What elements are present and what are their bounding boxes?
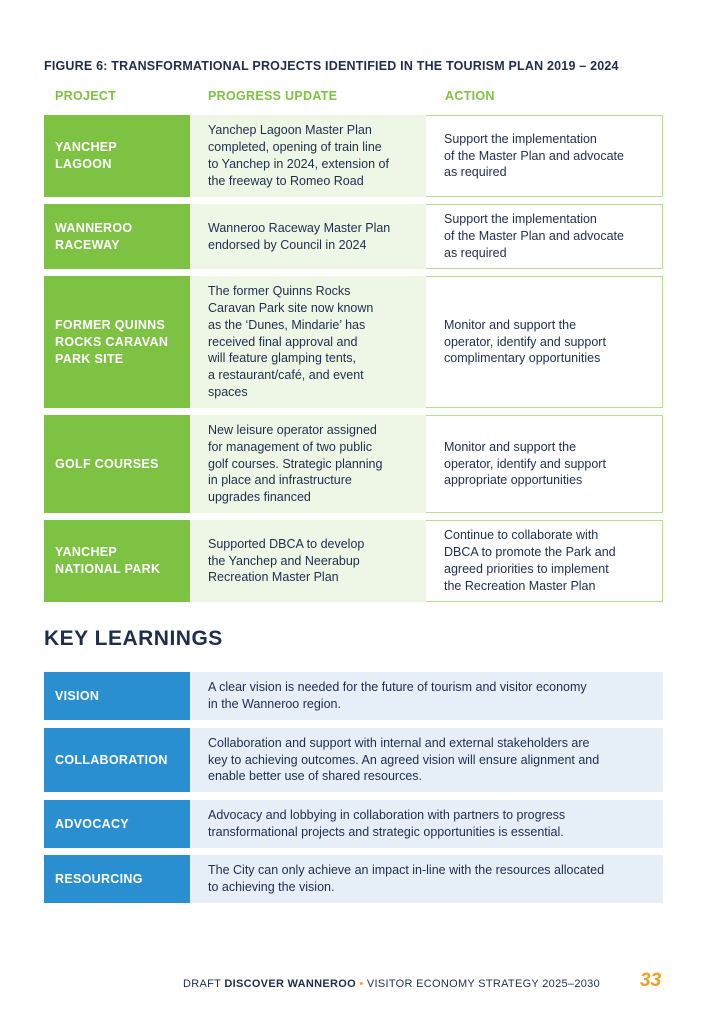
footer-draft: DRAFT [183, 978, 221, 990]
action-cell [426, 276, 663, 408]
key-learning-text: A clear vision is needed for the future of tourism and visitor economy in the Wanneroo region. [208, 680, 587, 711]
key-learning-label: COLLABORATION [44, 728, 190, 792]
key-learning-row [44, 855, 663, 903]
progress-text: The former Quinns Rocks Caravan Park site now known as the ‘Dunes, Mindarie’ has received final approval and will feature glamping tents, a restaurant/café, and event spaces [208, 284, 374, 399]
key-learning-text: Collaboration and support with internal and external stakeholders are key to achieving outcomes. An agreed vision will ensure alignment and enable better use of shared resources. [208, 735, 600, 784]
progress-text: Wanneroo Raceway Master Plan endorsed by Council in 2024 [208, 220, 391, 252]
project-name: YANCHEP LAGOON [55, 140, 118, 171]
action-cell [426, 204, 663, 269]
key-learning-label: ADVOCACY [44, 800, 190, 848]
progress-cell [190, 276, 426, 408]
page-footer [183, 978, 600, 990]
key-learning-text-cell [190, 672, 663, 720]
action-text: Monitor and support the operator, identify and support appropriate opportunities [444, 439, 606, 488]
key-learning-text: The City can only achieve an impact in-line with the resources allocated to achieving the vision. [208, 863, 605, 894]
key-learning-text: Advocacy and lobbying in collaboration with partners to progress transformational projects and strategic opportunities is essential. [208, 808, 566, 839]
progress-cell [190, 204, 426, 269]
key-learning-label: VISION [44, 672, 190, 720]
project-row [44, 204, 663, 269]
project-name-cell [44, 415, 190, 513]
key-learning-text-cell [190, 728, 663, 792]
footer-separator: • [359, 978, 364, 990]
action-text: Support the implementation of the Master Plan and advocate as required [444, 212, 624, 260]
project-row [44, 276, 663, 408]
footer-brand: DISCOVER WANNEROO [224, 978, 356, 990]
progress-cell [190, 520, 426, 602]
key-learning-text-cell [190, 800, 663, 848]
project-name-cell [44, 204, 190, 269]
project-name-cell [44, 276, 190, 408]
key-learning-label: RESOURCING [44, 855, 190, 903]
progress-text: Yanchep Lagoon Master Plan completed, opening of train line to Yanchep in 2024, extension of the freeway to Romeo Road [208, 123, 389, 188]
key-learning-row [44, 672, 663, 720]
action-text: Monitor and support the operator, identify and support complimentary opportunities [444, 317, 606, 366]
action-text: Continue to collaborate with DBCA to promote the Park and agreed priorities to implement the Recreation Master Plan [444, 528, 616, 593]
project-name-cell [44, 115, 190, 197]
key-learning-row [44, 728, 663, 792]
column-header-action: ACTION [445, 89, 495, 103]
project-name: YANCHEP NATIONAL PARK [55, 545, 161, 576]
figure-title: FIGURE 6: TRANSFORMATIONAL PROJECTS IDENTIFIED IN THE TOURISM PLAN 2019 – 2024 [44, 59, 619, 73]
project-name: GOLF COURSES [55, 456, 159, 471]
project-name: WANNEROO RACEWAY [55, 220, 133, 252]
action-cell [426, 520, 663, 602]
column-header-progress: PROGRESS UPDATE [208, 89, 338, 103]
progress-cell [190, 415, 426, 513]
action-cell [426, 415, 663, 513]
column-header-project: PROJECT [55, 89, 117, 103]
key-learning-row [44, 800, 663, 848]
project-row [44, 415, 663, 513]
action-text: Support the implementation of the Master Plan and advocate as required [444, 131, 624, 180]
footer-doc-title: VISITOR ECONOMY STRATEGY 2025–2030 [366, 978, 600, 990]
progress-text: New leisure operator assigned for management of two public golf courses. Strategic planning in place and infrastructure upgrades financed [208, 423, 383, 505]
page-number: 33 [640, 970, 662, 991]
progress-cell [190, 115, 426, 197]
project-row [44, 115, 663, 197]
action-cell [426, 115, 663, 197]
progress-text: Supported DBCA to develop the Yanchep and Neerabup Recreation Master Plan [208, 536, 365, 585]
key-learning-text-cell [190, 855, 663, 903]
key-learnings-heading: KEY LEARNINGS [44, 627, 223, 650]
project-row [44, 520, 663, 602]
project-name-cell [44, 520, 190, 602]
project-name: FORMER QUINNS ROCKS CARAVAN PARK SITE [55, 317, 169, 366]
